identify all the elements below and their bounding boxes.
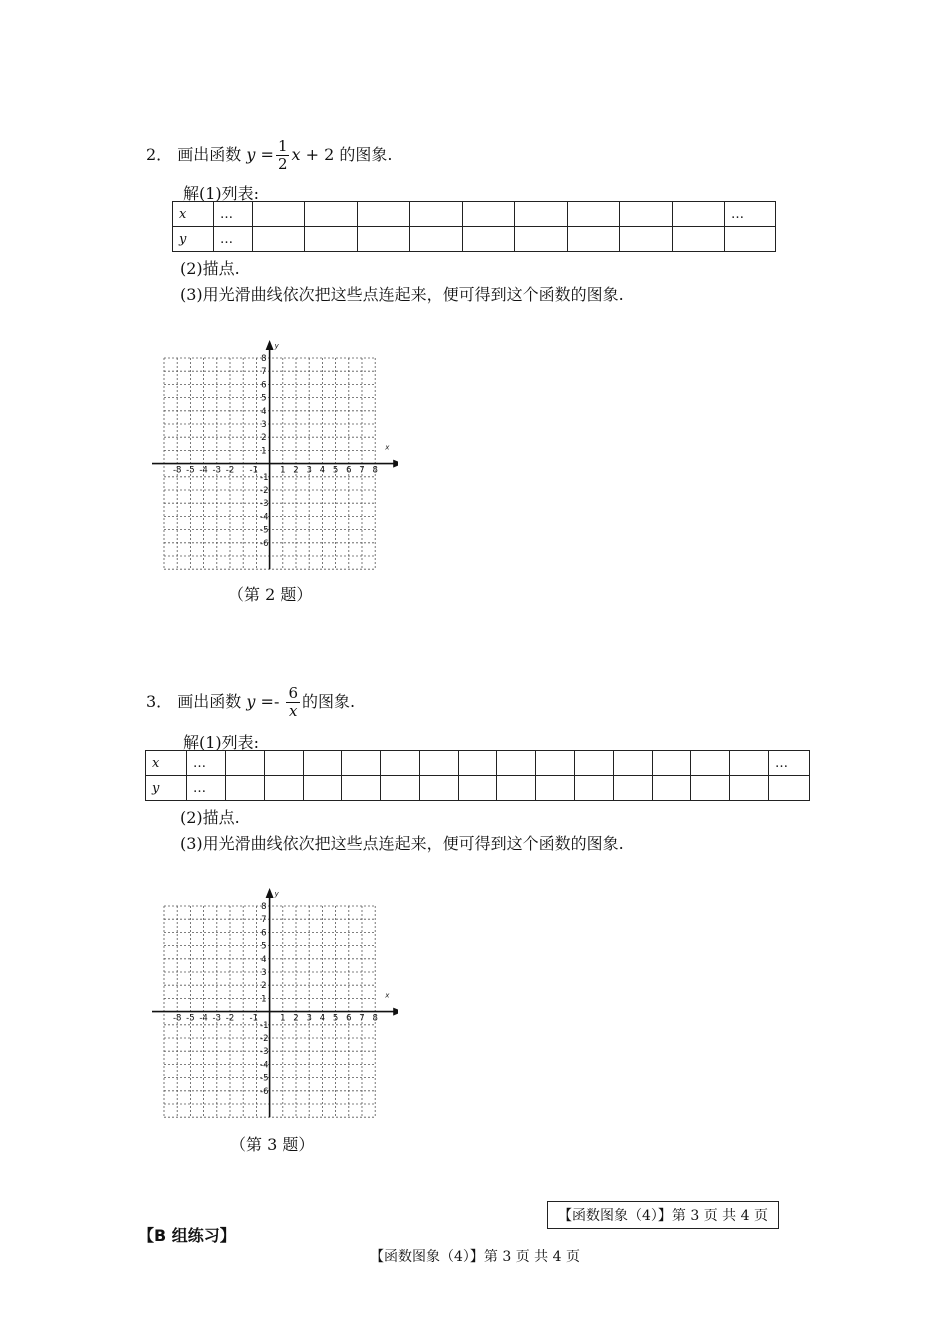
y-tick-label: 7 [261, 915, 267, 926]
x-tick-label: 3 [306, 465, 312, 476]
x-tick-label: 7 [359, 1013, 365, 1024]
table-row [173, 202, 776, 227]
table-cell[interactable] [575, 776, 614, 801]
table-cell[interactable] [620, 202, 672, 227]
x-tick-label: -5 [186, 1013, 195, 1024]
y-tick-label: 3 [261, 420, 267, 430]
table-cell[interactable] [691, 776, 730, 801]
y-tick-label: -4 [260, 1060, 269, 1071]
y-tick-label: -2 [260, 1034, 269, 1044]
y-tick-label: 1 [261, 994, 267, 1005]
table-row [146, 776, 810, 801]
q3-prompt-text: 画出函数 [177, 692, 242, 711]
table-cell[interactable] [613, 751, 652, 776]
table-cell[interactable] [730, 751, 769, 776]
y-tick-label: 3 [261, 968, 267, 978]
table-cell[interactable] [342, 751, 381, 776]
x-tick-label: 2 [293, 1013, 299, 1024]
q3-row-x-label: x [146, 751, 187, 776]
page-footer: 【函数图象（4）】第 3 页 共 4 页 [370, 1249, 580, 1265]
y-tick-label: -1 [260, 472, 269, 483]
table-cell[interactable] [515, 227, 567, 252]
x-tick-label: 6 [346, 1013, 352, 1024]
q2-equals: = [260, 145, 274, 164]
table-cell[interactable] [652, 776, 691, 801]
x-axis-label: x [385, 443, 390, 452]
q2-row-x-label: x [173, 202, 214, 227]
q3-coordinate-grid[interactable] [150, 886, 398, 1124]
table-cell[interactable] [226, 776, 265, 801]
page-footer-box: 【函数图象（4）】第 3 页 共 4 页 [547, 1201, 779, 1229]
table-cell[interactable] [769, 776, 810, 801]
q2-step3: (3)用光滑曲线依次把这些点连起来，便可得到这个函数的图象. [180, 285, 624, 304]
q2-prompt [146, 138, 392, 173]
q2-number: 2． [146, 145, 173, 164]
x-tick-label: 6 [346, 465, 352, 476]
q2-plus-term: + 2 [305, 145, 335, 164]
q2-frac-den: 2 [277, 155, 288, 173]
table-cell: … [187, 751, 226, 776]
q3-prompt [146, 685, 355, 720]
x-tick-label: 2 [293, 465, 299, 476]
table-cell[interactable] [305, 227, 357, 252]
table-cell[interactable] [410, 227, 462, 252]
y-tick-label: 4 [261, 954, 267, 965]
y-tick-label: -3 [260, 499, 269, 510]
table-cell[interactable] [303, 751, 342, 776]
table-cell[interactable] [342, 776, 381, 801]
x-axis-arrow-icon [393, 460, 398, 468]
table-cell[interactable] [613, 776, 652, 801]
q2-coordinate-grid[interactable] [150, 338, 398, 576]
table-cell: … [214, 227, 253, 252]
y-axis-arrow-icon [266, 340, 274, 350]
section-b-heading: 【B 组练习】 [138, 1226, 236, 1245]
x-tick-label: -2 [225, 465, 235, 476]
x-axis-arrow-icon [393, 1008, 398, 1016]
y-tick-label: -6 [260, 538, 269, 549]
x-tick-label: -4 [199, 1013, 208, 1024]
table-cell[interactable] [458, 751, 497, 776]
y-tick-label: -5 [260, 1073, 269, 1084]
q3-fraction [286, 685, 300, 720]
table-cell: … [769, 751, 810, 776]
q2-step2: (2)描点. [180, 259, 240, 278]
y-tick-label: 2 [261, 981, 267, 992]
table-cell[interactable] [419, 776, 458, 801]
x-tick-label: -3 [212, 465, 222, 476]
q3-prompt-end: 的图象. [301, 692, 356, 711]
y-axis-arrow-icon [266, 888, 274, 898]
q3-step3: (3)用光滑曲线依次把这些点连起来，便可得到这个函数的图象. [180, 834, 624, 853]
y-tick-label: 8 [261, 354, 267, 364]
x-tick-label: 4 [319, 465, 326, 476]
y-tick-label: -1 [260, 1020, 269, 1031]
x-tick-label: 3 [306, 1013, 312, 1024]
q3-equals: =- [260, 692, 280, 711]
table-cell[interactable] [381, 776, 420, 801]
table-row [146, 751, 810, 776]
y-tick-label: 5 [261, 941, 267, 952]
x-tick-label: -4 [199, 465, 208, 476]
table-cell: … [214, 202, 253, 227]
x-axis-label: x [385, 991, 390, 1000]
table-cell[interactable] [303, 776, 342, 801]
y-tick-label: 6 [261, 380, 267, 391]
table-cell[interactable] [357, 227, 409, 252]
table-cell[interactable] [357, 202, 409, 227]
q3-number: 3． [146, 692, 173, 711]
table-cell[interactable] [462, 227, 514, 252]
q2-step1: 解(1)列表: [183, 184, 260, 203]
y-tick-label: -5 [260, 525, 269, 536]
table-cell[interactable] [305, 202, 357, 227]
table-cell[interactable] [226, 751, 265, 776]
q3-step1: 解(1)列表: [183, 733, 260, 752]
y-axis-label: y [274, 890, 279, 898]
table-cell[interactable] [381, 751, 420, 776]
table-cell[interactable] [691, 751, 730, 776]
table-cell[interactable] [536, 751, 575, 776]
y-tick-label: 7 [261, 367, 267, 378]
q2-fraction [276, 138, 290, 173]
y-tick-label: 6 [261, 928, 267, 939]
table-cell[interactable] [497, 776, 536, 801]
x-tick-label: -1 [249, 465, 259, 476]
y-axis-label: y [274, 342, 279, 350]
table-cell[interactable] [620, 227, 672, 252]
table-cell[interactable] [458, 776, 497, 801]
x-tick-label: -3 [212, 1013, 222, 1024]
x-tick-label: 1 [280, 1013, 286, 1024]
x-tick-label: -8 [172, 1013, 182, 1024]
x-tick-label: -8 [172, 465, 182, 476]
q2-row-y-label: y [173, 227, 214, 252]
table-cell[interactable] [730, 776, 769, 801]
x-tick-label: 1 [280, 465, 286, 476]
y-tick-label: 1 [261, 446, 267, 457]
y-tick-label: -4 [260, 512, 269, 523]
q2-caption: （第 2 题） [228, 585, 313, 604]
table-cell: … [187, 776, 226, 801]
y-tick-label: -3 [260, 1047, 269, 1058]
table-cell[interactable] [567, 227, 619, 252]
table-cell[interactable] [497, 751, 536, 776]
table-cell[interactable] [253, 202, 305, 227]
x-tick-label: -2 [225, 1013, 235, 1024]
table-cell[interactable] [515, 202, 567, 227]
x-tick-label: -1 [249, 1013, 259, 1024]
q3-step2: (2)描点. [180, 808, 240, 827]
y-tick-label: 5 [261, 393, 267, 404]
y-tick-label: -6 [260, 1086, 269, 1097]
x-tick-label: 5 [332, 1013, 339, 1024]
x-tick-label: -5 [186, 465, 195, 476]
table-cell[interactable] [253, 227, 305, 252]
table-cell[interactable] [419, 751, 458, 776]
q2-y-var: y [246, 145, 256, 164]
q2-prompt-end: 的图象. [339, 145, 393, 164]
table-cell[interactable] [725, 227, 776, 252]
table-cell: … [725, 202, 776, 227]
table-cell[interactable] [536, 776, 575, 801]
q3-row-y-label: y [146, 776, 187, 801]
q2-prompt-text: 画出函数 [177, 145, 242, 164]
q2-value-table [172, 201, 776, 252]
q3-y-var: y [246, 692, 256, 711]
y-tick-label: 2 [261, 433, 267, 444]
table-cell[interactable] [652, 751, 691, 776]
table-row [173, 227, 776, 252]
x-tick-label: 7 [359, 465, 365, 476]
q3-frac-den: x [288, 702, 298, 720]
table-cell[interactable] [567, 202, 619, 227]
q2-x-var: x [291, 145, 301, 164]
table-cell[interactable] [672, 202, 725, 227]
q2-frac-num: 1 [277, 137, 288, 155]
x-tick-label: 8 [372, 465, 378, 476]
x-tick-label: 8 [372, 1013, 378, 1024]
x-tick-label: 4 [319, 1013, 326, 1024]
table-cell[interactable] [575, 751, 614, 776]
table-cell[interactable] [672, 227, 725, 252]
x-tick-label: 5 [332, 465, 339, 476]
table-cell[interactable] [264, 751, 303, 776]
table-cell[interactable] [264, 776, 303, 801]
y-tick-label: 8 [261, 902, 267, 912]
y-tick-label: -2 [260, 486, 269, 496]
table-cell[interactable] [410, 202, 462, 227]
y-tick-label: 4 [261, 406, 267, 417]
q3-caption: （第 3 题） [230, 1135, 315, 1154]
table-cell[interactable] [462, 202, 514, 227]
q3-value-table [145, 750, 810, 801]
q3-frac-num: 6 [288, 684, 298, 702]
